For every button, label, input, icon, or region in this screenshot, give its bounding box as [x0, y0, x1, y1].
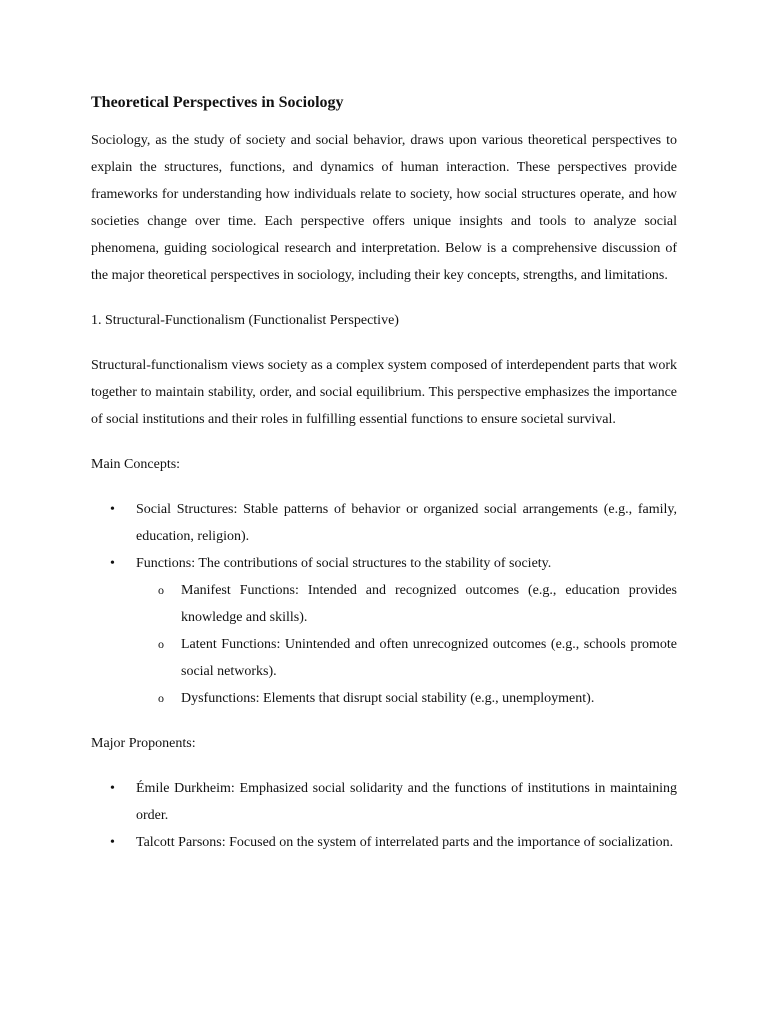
- sub-list-item: [136, 685, 677, 712]
- functions-sublist: [136, 577, 677, 712]
- section-paragraph: Structural-functionalism views society as a complex system composed of interdependent parts that work together to maintain stability, order, and social equilibrium. This perspective emphasizes the importance of social institutions and their roles in fulfilling essential functions to ensure societal survival.: [91, 358, 677, 427]
- list-item-text: Émile Durkheim: Emphasized social solidarity and the functions of institutions in maintaining order.: [136, 781, 677, 823]
- section-heading: 1. Structural-Functionalism (Functionalist Perspective): [91, 313, 399, 328]
- sub-list-item-text: Dysfunctions: Elements that disrupt social stability (e.g., unemployment).: [181, 691, 595, 706]
- list-item: [91, 496, 677, 550]
- sub-bullet-marker: o: [158, 637, 164, 651]
- list-item: [91, 829, 677, 856]
- list-item-text: Talcott Parsons: Focused on the system of interrelated parts and the importance of socialization.: [136, 835, 674, 850]
- list-item: [91, 775, 677, 829]
- list-item-text: Functions: The contributions of social structures to the stability of society.: [136, 556, 552, 571]
- major-proponents-label: Major Proponents:: [91, 736, 196, 751]
- bullet-marker: •: [110, 835, 115, 850]
- major-proponents-list: [91, 775, 677, 856]
- bullet-marker: •: [110, 556, 115, 571]
- document-page: [91, 92, 677, 874]
- sub-list-item: [136, 631, 677, 685]
- sub-list-item-text: Latent Functions: Unintended and often unrecognized outcomes (e.g., schools promote social networks).: [181, 637, 677, 679]
- list-item-text: Social Structures: Stable patterns of behavior or organized social arrangements (e.g., family, education, religion).: [136, 502, 677, 544]
- document-title: Theoretical Perspectives in Sociology: [91, 94, 344, 111]
- list-item: [91, 550, 677, 712]
- sub-bullet-marker: o: [158, 691, 164, 705]
- bullet-marker: •: [110, 502, 115, 517]
- main-concepts-list: [91, 496, 677, 712]
- intro-paragraph: Sociology, as the study of society and social behavior, draws upon various theoretical perspectives to explain the structures, functions, and dynamics of human interaction. These perspectives provide frameworks for understanding how individuals relate to society, how social structures operate, and how societies change over time. Each perspective offers unique insights and tools to analyze social phenomena, guiding sociological research and interpretation. Below is a comprehensive discussion of the major theoretical perspectives in sociology, including their key concepts, strengths, and limitations.: [91, 133, 677, 283]
- bullet-marker: •: [110, 781, 115, 796]
- main-concepts-label: Main Concepts:: [91, 457, 181, 472]
- sub-list-item: [136, 577, 677, 631]
- sub-list-item-text: Manifest Functions: Intended and recognized outcomes (e.g., education provides knowledge and skills).: [181, 583, 677, 625]
- sub-bullet-marker: o: [158, 583, 164, 597]
